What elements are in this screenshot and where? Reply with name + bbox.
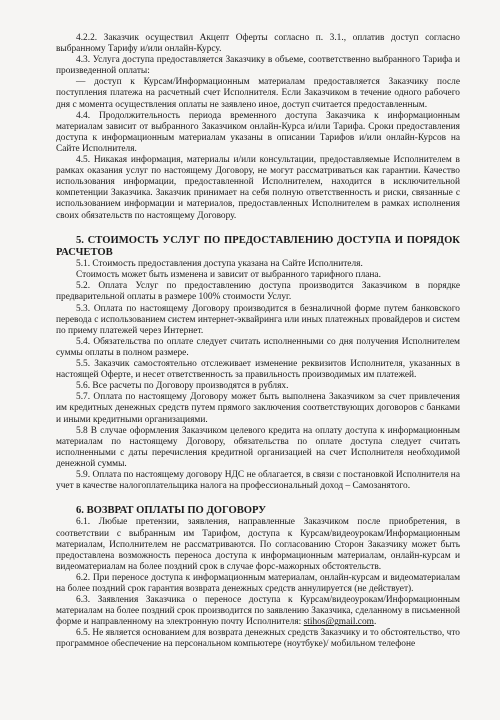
clause-4-3-item: — доступ к Курсам/Информационным материалам предоставляется Заказчику после поступления платежа на расчетный счет Исполнителя. Если Заказчиком в течение одного рабочего дня с момента осуществления оплаты не заявлено иное, доступ считается предоставленным. (56, 77, 460, 110)
clause-5-1: 5.1. Стоимость предоставления доступа указана на Сайте Исполнителя. (76, 259, 363, 270)
clause-6-3 (56, 595, 460, 628)
email-link[interactable]: stihos@gmail.com (303, 617, 374, 628)
section-5-heading: 5. СТОИМОСТЬ УСЛУГ ПО ПРЕДОСТАВЛЕНИЮ ДОСТУПА И ПОРЯДОК РАСЧЕТОВ (56, 234, 460, 258)
clause-5-9: 5.9. Оплата по настоящему договору НДС не облагается, в связи с постановкой Исполнителя на учет в качестве налогоплательщика налога на профессиональный доход – Самозанятого. (56, 469, 460, 492)
clause-6-1: 6.1. Любые претензии, заявления, направленные Заказчиком после приобретения, в соответствии с выбранным им Тарифом, доступа к Курсам/видеоурокам/Информационным материалам, Исполнителем не рассматриваются. По согласованию Сторон Заказчику может быть предоставлена возможность переноса доступа к информационным материалам, онлайн-курсам и видеоматериалам на более поздний срок в случае форс-мажорных обстоятельств. (56, 517, 460, 572)
clause-4-3: 4.3. Услуга доступа предоставляется Заказчику в объеме, соответственно выбранного Тарифа и произведенной оплаты: (56, 55, 460, 77)
section-6-heading: 6. ВОЗВРАТ ОПЛАТЫ ПО ДОГОВОРУ (76, 505, 266, 517)
clause-6-2: 6.2. При переносе доступа к информационным материалам, онлайн-курсам и видеоматериалам на более поздний срок гарантия возврата денежных средств аннулируется (не действует). (56, 572, 460, 595)
clause-5-4: 5.4. Обязательства по оплате следует считать исполненными со дня получения Исполнителем суммы оплаты в полном размере. (56, 336, 460, 358)
clause-5-7: 5.7. Оплата по настоящему Договору может быть выполнена Заказчиком за счет привлечения им кредитных денежных средств путем прямого заключения соответствующих договоров с банками и иными кредитными организациями. (56, 392, 460, 425)
clause-4-2-2: 4.2.2. Заказчик осуществил Акцепт Оферты согласно п. 3.1., оплатив доступ согласно выбранному Тарифу и/или онлайн-Курсу. (56, 33, 460, 55)
clause-6-3-end: . (373, 617, 377, 628)
clause-5-1-note: Стоимость может быть изменена и зависит от выбранного тарифного плана. (76, 270, 381, 281)
clause-5-2: 5.2. Оплата Услуг по предоставлению доступа производится Заказчиком в порядке предварительной оплаты в размере 100% стоимости Услуг. (56, 281, 460, 303)
clause-5-3: 5.3. Оплата по настоящему Договору производится в безналичной форме путем банковского перевода с использованием систем интернет-эквайринга или иных платежных провайдеров и систем по приему платежей через Интернет. (56, 303, 460, 336)
clause-4-5: 4.5. Никакая информация, материалы и/или консультации, предоставляемые Исполнителем в рамках оказания услуг по настоящему Договору, не могут рассматриваться как гарантии. Качество использования информации, предоставленной Исполнителем, находится в исключительной компетенции Заказчика. Заказчик принимает на себя полную ответственность и риски, связанные с использованием информации и материалов, предоставленных Исполнителем в рамках исполнения своих обязательств по настоящему Договору. (56, 155, 460, 221)
clause-4-4: 4.4. Продолжительность периода временного доступа Заказчика к информационным материалам зависит от выбранного Заказчиком онлайн-Курса и/или Тарифа. Сроки предоставления доступа к информационным материалам указаны в описании Тарифов и/или онлайн-Курсов на Сайте Исполнителя. (56, 110, 460, 154)
clause-6-5: 6.5. Не является основанием для возврата денежных средств Заказчику и то обстоятельство, что программное обеспечение на персональном компьютере (ноутбуке)/ мобильном телефоне (56, 628, 460, 650)
clause-5-8: 5.8 В случае оформления Заказчиком целевого кредита на оплату доступа к информационным материалам по настоящему Договору, обязательства по оплате доступа следует считать исполненными с даты перечисления кредитной организацией на счет Исполнителя необходимой денежной суммы. (56, 425, 460, 469)
clause-5-6: 5.6. Все расчеты по Договору производятся в рублях. (76, 381, 289, 392)
clause-6-3-text: 6.3. Заявления Заказчика о переносе доступа к Курсам/видеоурокам/Информационным материалам на более поздний срок производится по заявлению Заказчика, сделанному в письменной форме и направленному на электронную почту Исполнителя: (56, 595, 460, 628)
clause-5-5: 5.5. Заказчик самостоятельно отслеживает изменение реквизитов Исполнителя, указанных в настоящей Оферте, и несет ответственность за правильность производимых им платежей. (56, 359, 460, 381)
